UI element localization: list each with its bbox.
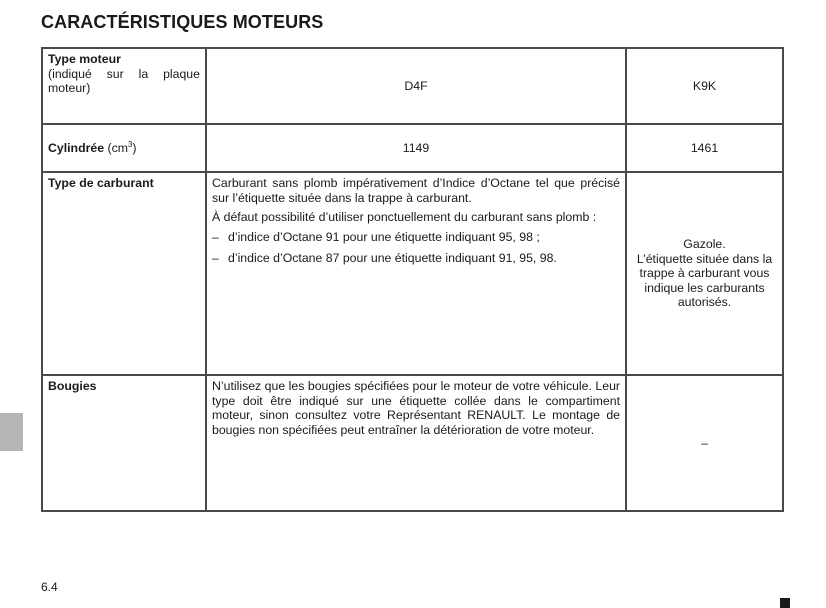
table-row-fuel-type bbox=[42, 172, 783, 375]
fuel-k9k-line-2: L’étiquette située dans la trappe à carburant vous indique les carburants autorisés. bbox=[636, 251, 773, 310]
spark-plugs-label-cell bbox=[42, 375, 206, 511]
fuel-type-k9k bbox=[626, 172, 783, 375]
displacement-label: Cylindrée bbox=[48, 140, 105, 155]
table-row-spark-plugs bbox=[42, 375, 783, 511]
engine-type-d4f: D4F bbox=[206, 48, 626, 124]
displacement-k9k: 1461 bbox=[626, 124, 783, 172]
list-item bbox=[212, 251, 620, 266]
section-side-tab bbox=[0, 413, 23, 451]
fuel-d4f-paragraph-2: À défaut possibilité d’utiliser ponctuellement du carburant sans plomb : bbox=[212, 210, 597, 225]
fuel-type-d4f bbox=[206, 172, 626, 375]
table-row-displacement bbox=[42, 124, 783, 172]
page-title: CARACTÉRISTIQUES MOTEURS bbox=[41, 12, 324, 32]
displacement-d4f: 1149 bbox=[206, 124, 626, 172]
spark-plugs-label: Bougies bbox=[48, 379, 97, 393]
fuel-type-label-cell bbox=[42, 172, 206, 375]
spark-plugs-d4f-cell bbox=[206, 375, 626, 511]
spark-plugs-k9k: – bbox=[626, 375, 783, 511]
fuel-k9k-line-1: Gazole. bbox=[683, 237, 726, 252]
dash-bullet: – bbox=[212, 251, 219, 266]
fuel-d4f-item-1: d’indice d’Octane 91 pour une étiquette indiquant 95, 98 ; bbox=[228, 229, 540, 244]
engine-type-label-cell bbox=[42, 48, 206, 124]
engine-type-label: Type moteur bbox=[48, 52, 121, 66]
list-item bbox=[212, 230, 620, 245]
engine-type-sublabel: (indiqué sur la plaque moteur) bbox=[48, 66, 200, 96]
fuel-d4f-paragraph-1: Carburant sans plomb impérativement d’Indice d’Octane tel que précisé sur l’étiquette située dans la trappe à carburant. bbox=[212, 176, 620, 205]
displacement-unit: $(cm^3)$ bbox=[107, 139, 137, 155]
end-of-page-mark bbox=[780, 598, 790, 608]
spark-plugs-d4f: N’utilisez que les bougies spécifiées pour le moteur de votre véhicule. Leur type doit être indiqué sur une étiquette collée dans le compartiment moteur, sinon consultez votre Représentant RENAULT. Le montage de bougies non spécifiées peut entraîner la détérioration de votre moteur. bbox=[212, 379, 620, 437]
dash-bullet: – bbox=[212, 229, 219, 244]
table-row-engine-type bbox=[42, 48, 783, 124]
page-number: 6.4 bbox=[41, 580, 58, 594]
engine-specs-table bbox=[41, 47, 784, 512]
displacement-label-cell bbox=[42, 124, 206, 172]
fuel-type-label: Type de carburant bbox=[48, 176, 154, 190]
fuel-d4f-item-2: d’indice d’Octane 87 pour une étiquette indiquant 91, 95, 98. bbox=[228, 251, 557, 266]
engine-type-k9k: K9K bbox=[626, 48, 783, 124]
